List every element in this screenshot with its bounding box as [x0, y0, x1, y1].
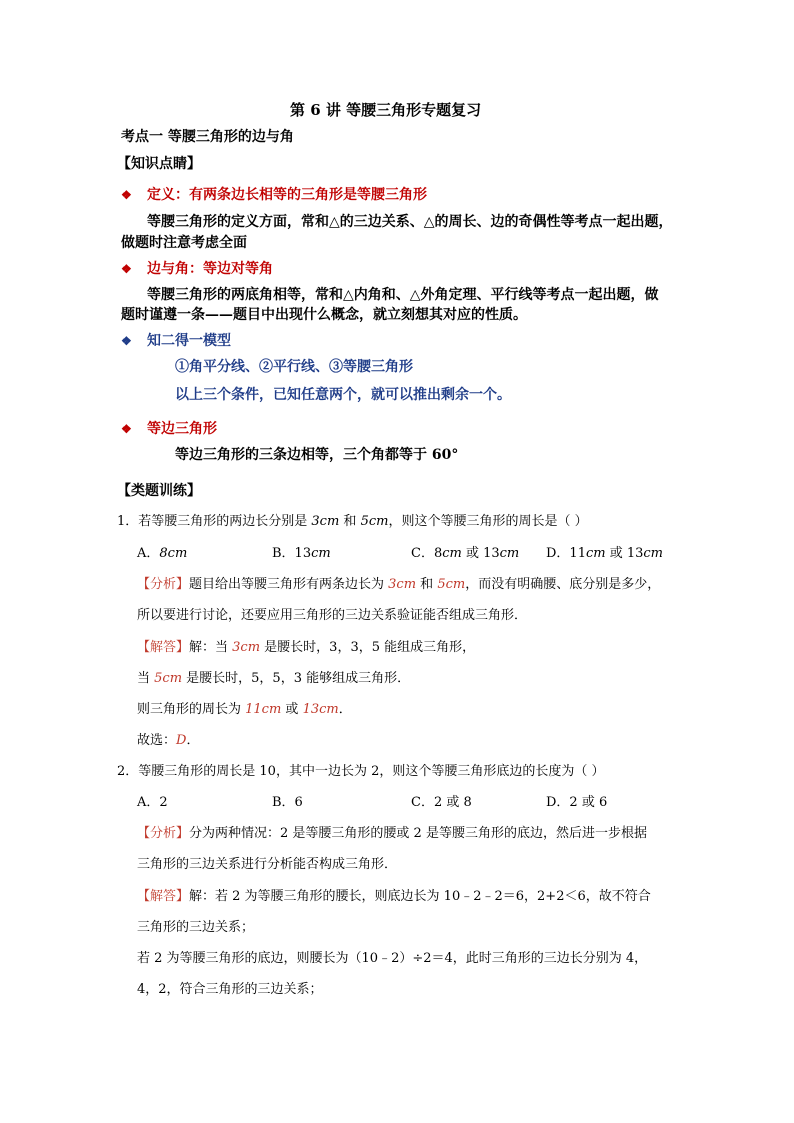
q1-choice-line: 故选：D．	[137, 733, 200, 748]
diamond-bullet-icon: ❖	[121, 188, 132, 202]
q2-answer-line: 三角形的三边关系；	[137, 920, 255, 935]
q2-answer-line: 若 2 为等腰三角形的底边，则腰长为（10﹣2）÷2＝4，此时三角形的三边长分别为 4，	[137, 951, 648, 966]
point-label: 定义：有两条边长相等的三角形是等腰三角形	[147, 187, 427, 203]
lesson-title: 第 6 讲 等腰三角形专题复习	[290, 101, 482, 119]
q2-option-b: B．6	[272, 795, 303, 810]
point-label: 边与角：等边对等角	[147, 261, 273, 277]
q1-option-a: A．8cm	[137, 546, 188, 561]
q2-option-a: A．2	[137, 795, 168, 810]
point-sides-angles	[121, 258, 273, 278]
point-label: 知二得一模型	[147, 333, 231, 349]
point-body-line: 以上三个条件，已知任意两个，就可以推出剩余一个。	[175, 387, 511, 403]
diamond-bullet-icon: ❖	[121, 334, 132, 348]
point-body-line: 等腰三角形的定义方面，常和△的三边关系、△的周长、边的奇偶性等考点一起出题，	[147, 214, 673, 230]
point-body-line: 做题时注意考虑全面	[121, 235, 247, 251]
q1-answer-line: 当 5cm 是腰长时，5，5，3 能够组成三角形．	[137, 671, 411, 686]
q1-analysis-line: 所以要进行讨论，还要应用三角形的三边关系验证能否组成三角形．	[137, 608, 528, 623]
q2-analysis-line: 【分析】分为两种情况：2 是等腰三角形的腰或 2 是等腰三角形的底边，然后进一步根据	[137, 826, 647, 841]
q1-option-d: D．11cm 或 13cm	[546, 546, 663, 561]
diamond-bullet-icon: ❖	[121, 262, 132, 276]
q2-answer-line: 4，2，符合三角形的三边关系；	[137, 982, 323, 997]
section-title: 考点一 等腰三角形的边与角	[121, 129, 294, 145]
point-body-line: ①角平分线、②平行线、③等腰三角形	[175, 359, 413, 375]
q1-option-c: C．8cm 或 13cm	[411, 546, 520, 561]
point-model	[121, 330, 231, 350]
point-definition	[121, 184, 427, 204]
q1-answer-line: 则三角形的周长为 11cm 或 13cm．	[137, 702, 352, 717]
q2-analysis-line: 三角形的三边关系进行分析能否构成三角形．	[137, 857, 398, 872]
q1-option-b: B．13cm	[272, 546, 331, 561]
question-1-stem: 1．若等腰三角形的两边长分别是 3cm 和 5cm，则这个等腰三角形的周长是（ ）	[117, 514, 588, 529]
q2-option-c: C．2 或 8	[411, 795, 472, 810]
point-body-line: 题时谨遵一条——题目中出现什么概念，就立刻想其对应的性质。	[121, 307, 527, 323]
q1-analysis-line: 【分析】题目给出等腰三角形有两条边长为 3cm 和 5cm，而没有明确腰、底分别是多少，	[137, 577, 661, 592]
practice-header: 【类题训练】	[117, 483, 201, 499]
q1-answer-line: 【解答】解：当 3cm 是腰长时，3，3，5 能组成三角形，	[137, 640, 476, 655]
q2-option-d: D．2 或 6	[546, 795, 608, 810]
point-equilateral	[121, 418, 217, 438]
q2-answer-line: 【解答】解：若 2 为等腰三角形的腰长，则底边长为 10﹣2﹣2＝6，2+2＜6，故不符合	[137, 889, 651, 904]
diamond-bullet-icon: ❖	[121, 422, 132, 436]
point-body-line: 等边三角形的三条边相等，三个角都等于 60°	[175, 447, 459, 463]
knowledge-header: 【知识点睛】	[117, 156, 201, 172]
question-2-stem: 2．等腰三角形的周长是 10，其中一边长为 2，则这个等腰三角形底边的长度为（ ）	[117, 764, 605, 779]
point-label: 等边三角形	[147, 421, 217, 437]
point-body-line: 等腰三角形的两底角相等，常和△内角和、△外角定理、平行线等考点一起出题，做	[147, 287, 659, 303]
